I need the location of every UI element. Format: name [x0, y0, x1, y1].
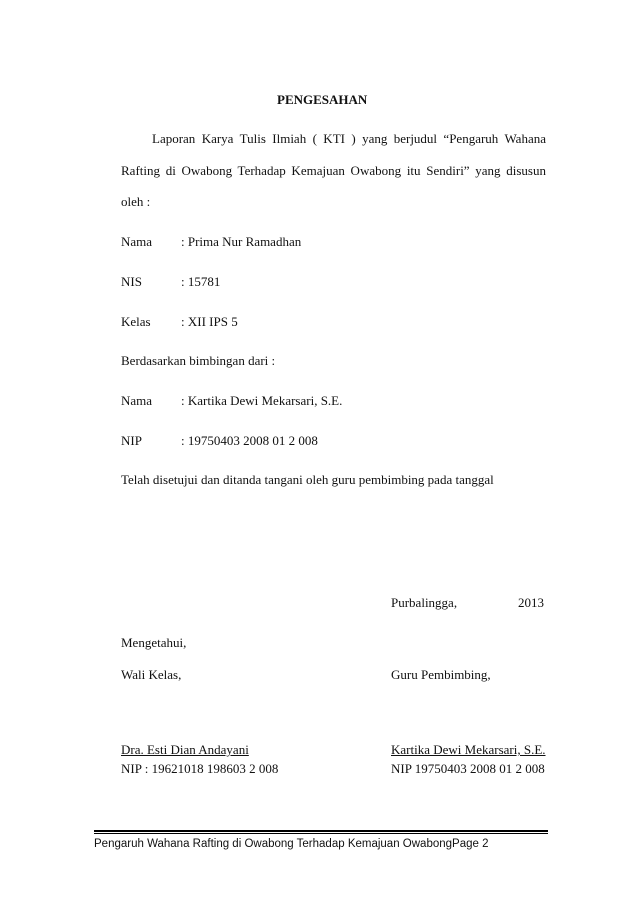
right-signatory-nip: NIP 19750403 2008 01 2 008 — [391, 761, 545, 776]
supervisor-name-label: Nama — [121, 393, 153, 408]
student-name-value: : Prima Nur Ramadhan — [181, 234, 302, 249]
guidance-text: Berdasarkan bimbingan dari : — [121, 353, 276, 368]
left-signatory-name: Dra. Esti Dian Andayani — [121, 742, 249, 757]
intro-line-1: Laporan Karya Tulis Ilmiah ( KTI ) yang berjudul “Pengaruh Wahana — [152, 131, 546, 146]
student-nis-value: : 15781 — [181, 274, 221, 289]
supervisor-nip-value: : 19750403 2008 01 2 008 — [181, 433, 318, 448]
footer-rule — [94, 830, 548, 832]
supervisor-nip-label: NIP — [121, 433, 142, 448]
year: 2013 — [518, 595, 544, 610]
approval-text: Telah disetujui dan ditanda tangani oleh guru pembimbing pada tanggal — [121, 472, 494, 487]
acknowledged-text: Mengetahui, — [121, 635, 187, 650]
footer-rule-thin — [94, 833, 548, 834]
right-signatory-name: Kartika Dewi Mekarsari, S.E. — [391, 742, 546, 757]
student-class-label: Kelas — [121, 314, 151, 329]
intro-line-2: Rafting di Owabong Terhadap Kemajuan Owabong itu Sendiri” yang disusun — [121, 163, 546, 178]
intro-line-3: oleh : — [121, 194, 151, 209]
page-title: PENGESAHAN — [277, 92, 368, 107]
right-role: Guru Pembimbing, — [391, 667, 491, 682]
left-signatory-nip: NIP : 19621018 198603 2 008 — [121, 761, 279, 776]
place: Purbalingga, — [391, 595, 458, 610]
supervisor-name-value: : Kartika Dewi Mekarsari, S.E. — [181, 393, 343, 408]
left-role: Wali Kelas, — [121, 667, 182, 682]
page-footer: Pengaruh Wahana Rafting di Owabong Terhadap Kemajuan OwabongPage 2 — [94, 838, 489, 850]
student-class-value: : XII IPS 5 — [181, 314, 238, 329]
student-name-label: Nama — [121, 234, 153, 249]
student-nis-label: NIS — [121, 274, 142, 289]
